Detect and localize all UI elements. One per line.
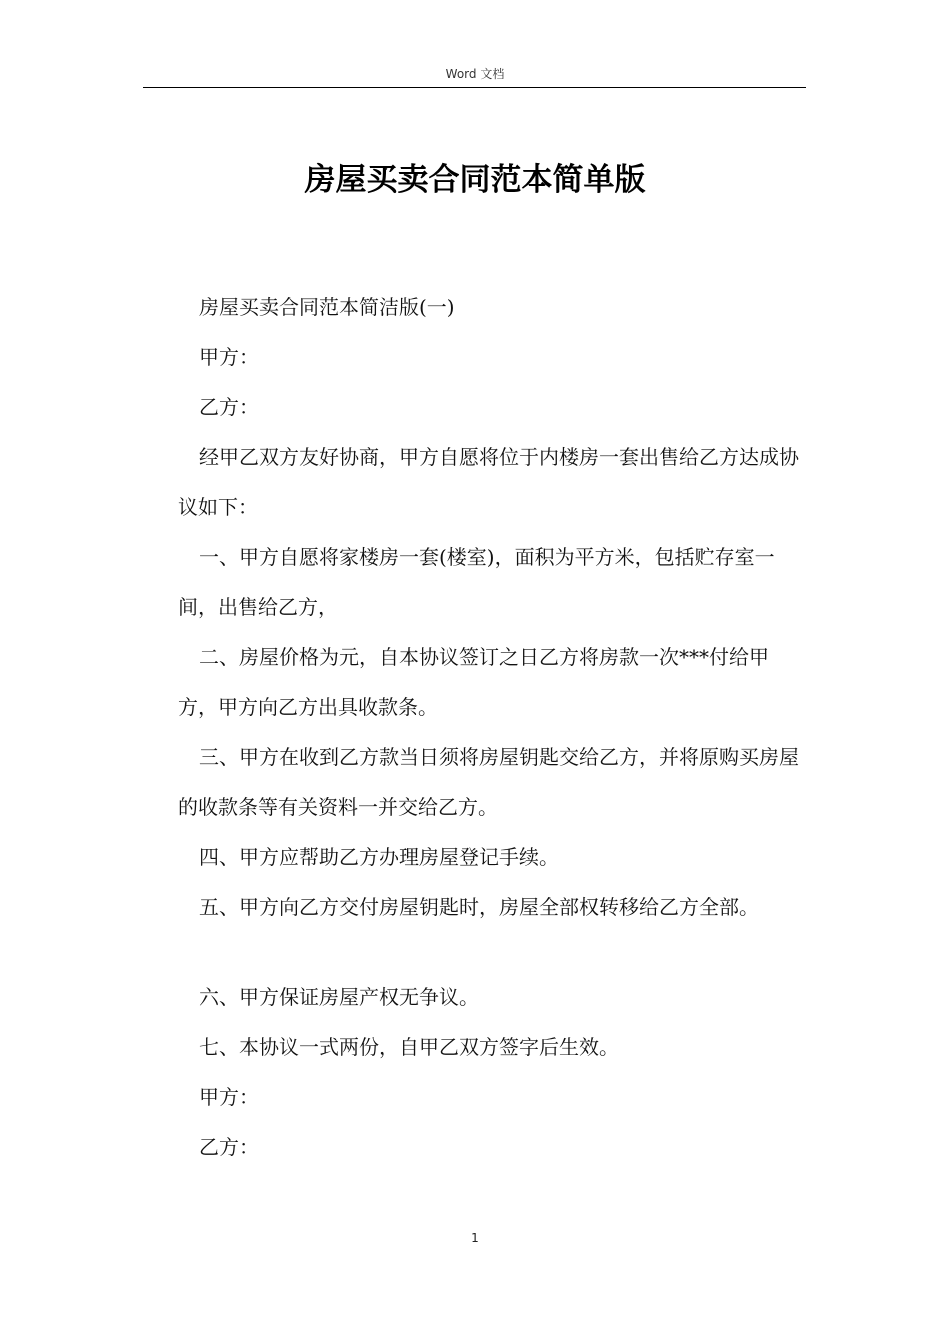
paragraph-party-a: 甲方：: [199, 345, 259, 369]
paragraph-clause-1: 一、甲方自愿将家楼房一套(楼室)，面积为平方米，包括贮存室一间，出售给乙方，: [178, 545, 775, 619]
paragraph-clause-5: 五、甲方向乙方交付房屋钥匙时，房屋全部权转移给乙方全部。: [199, 895, 759, 919]
paragraph-clause-7: 七、本协议一式两份，自甲乙双方签字后生效。: [199, 1035, 619, 1059]
paragraph-clause-6: 六、甲方保证房屋产权无争议。: [199, 985, 479, 1009]
paragraph-clause-4: 四、甲方应帮助乙方办理房屋登记手续。: [199, 845, 559, 869]
page-header: Word 文档: [445, 67, 505, 81]
document-body: [178, 282, 803, 1172]
paragraph-clause-2: 二、房屋价格为元，自本协议签订之日乙方将房款一次***付给甲方，甲方向乙方出具收款条。: [178, 645, 769, 719]
paragraph-clause-3: 三、甲方在收到乙方款当日须将房屋钥匙交给乙方，并将原购买房屋的收款条等有关资料一并交给乙方。: [178, 745, 799, 819]
paragraph-party-b: 乙方：: [199, 395, 259, 419]
page-number: 1: [471, 1231, 479, 1245]
paragraph-sign-party-a: 甲方：: [199, 1085, 259, 1109]
paragraph-sign-party-b: 乙方：: [199, 1135, 259, 1159]
header-rule: [143, 87, 806, 88]
paragraph-intro: 经甲乙双方友好协商，甲方自愿将位于内楼房一套出售给乙方达成协议如下：: [178, 445, 799, 519]
document-title: 房屋买卖合同范本简单版: [304, 162, 646, 198]
paragraph-subtitle: 房屋买卖合同范本简洁版(一): [199, 295, 455, 319]
